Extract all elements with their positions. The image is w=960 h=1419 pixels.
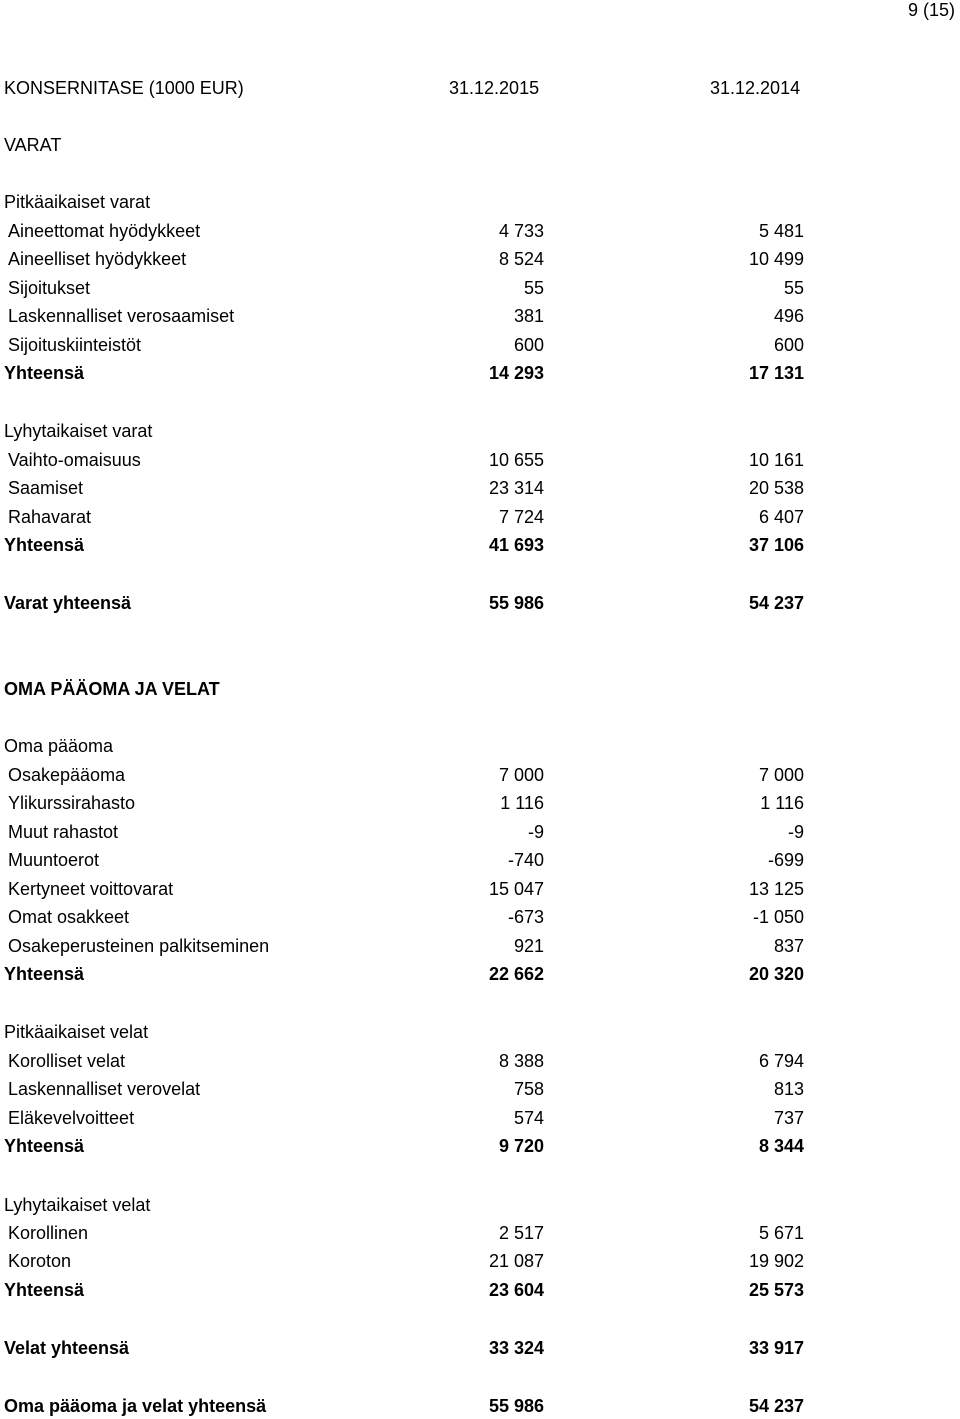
table-row <box>4 1106 804 1130</box>
value-2015: 15 047 <box>488 879 544 899</box>
row-label: Ylikurssirahasto <box>8 793 136 813</box>
row-label: Oma pääoma ja velat yhteensä <box>4 1396 267 1416</box>
subtotal-row <box>4 1278 804 1302</box>
table-row <box>4 791 804 815</box>
value-2014: 20 320 <box>748 964 804 984</box>
row-label: Osakeperusteinen palkitseminen <box>8 936 270 956</box>
table-row <box>4 1249 804 1273</box>
table-row <box>4 333 804 357</box>
value-2014: 10 499 <box>748 249 804 269</box>
row-label: Yhteensä <box>4 964 85 984</box>
value-2015: 55 986 <box>488 1396 544 1416</box>
value-2014: 837 <box>773 936 804 956</box>
row-label: Yhteensä <box>4 1280 85 1300</box>
value-2014: 6 794 <box>758 1051 804 1071</box>
subtotal-row <box>4 361 804 385</box>
row-label: Aineettomat hyödykkeet <box>8 221 201 241</box>
table-row <box>4 820 804 844</box>
row-label: Korolliset velat <box>8 1051 126 1071</box>
value-2015: 381 <box>513 306 544 326</box>
grand-total-row <box>4 1394 804 1418</box>
value-2014: 7 000 <box>758 765 804 785</box>
value-2015: -740 <box>507 850 544 870</box>
value-2015: 55 986 <box>488 593 544 613</box>
value-2015: 600 <box>513 335 544 355</box>
table-row <box>4 763 804 787</box>
value-2015: 1 116 <box>500 793 544 813</box>
value-2015: 758 <box>513 1079 544 1099</box>
value-2015: 22 662 <box>488 964 544 984</box>
value-2014: 600 <box>773 335 804 355</box>
row-label: Vaihto-omaisuus <box>8 450 141 470</box>
row-label: Sijoitukset <box>8 278 91 298</box>
assets-heading: VARAT <box>4 135 62 155</box>
value-2015: 14 293 <box>488 363 544 383</box>
row-label: Osakepääoma <box>8 765 126 785</box>
row-label: Sijoituskiinteistöt <box>8 335 142 355</box>
value-2014: 6 407 <box>758 507 804 527</box>
value-2015: 8 524 <box>498 249 544 269</box>
value-2015: 4 733 <box>498 221 544 241</box>
section-heading: Lyhytaikaiset varat <box>4 421 153 441</box>
value-2015: 10 655 <box>488 450 544 470</box>
value-2014: -9 <box>787 822 804 842</box>
row-label: Yhteensä <box>4 363 85 383</box>
value-2015: 21 087 <box>488 1251 544 1271</box>
value-2015: 7 724 <box>498 507 544 527</box>
statement-header <box>4 76 904 100</box>
section-heading: Lyhytaikaiset velat <box>4 1195 151 1215</box>
table-row <box>4 905 804 929</box>
value-2014: 13 125 <box>748 879 804 899</box>
row-label: Saamiset <box>8 478 84 498</box>
value-2014: 5 481 <box>758 221 804 241</box>
table-row <box>4 1221 804 1245</box>
row-label: Koroton <box>8 1251 72 1271</box>
value-2014: 737 <box>773 1108 804 1128</box>
row-label: Laskennalliset verovelat <box>8 1079 201 1099</box>
subtotal-row <box>4 533 804 557</box>
value-2014: 33 917 <box>748 1338 804 1358</box>
table-row <box>4 505 804 529</box>
value-2014: 496 <box>773 306 804 326</box>
row-label: Omat osakkeet <box>8 907 130 927</box>
equity-liabilities-heading: OMA PÄÄOMA JA VELAT <box>4 679 220 699</box>
table-row <box>4 448 804 472</box>
value-2015: 41 693 <box>488 535 544 555</box>
value-2014: 17 131 <box>748 363 804 383</box>
row-label: Rahavarat <box>8 507 92 527</box>
section-heading: Oma pääoma <box>4 736 114 756</box>
table-row <box>4 877 804 901</box>
row-label: Yhteensä <box>4 535 85 555</box>
row-label: Laskennalliset verosaamiset <box>8 306 235 326</box>
subtotal-row <box>4 1134 804 1158</box>
value-2014: -699 <box>767 850 804 870</box>
value-2014: 54 237 <box>748 1396 804 1416</box>
table-row <box>4 934 804 958</box>
value-2014: 54 237 <box>748 593 804 613</box>
section-heading: Pitkäaikaiset varat <box>4 192 151 212</box>
column-date-2014: 31.12.2014 <box>710 78 801 98</box>
value-2014: 1 116 <box>760 793 804 813</box>
row-label: Varat yhteensä <box>4 593 132 613</box>
row-label: Korollinen <box>8 1223 89 1243</box>
table-row <box>4 304 804 328</box>
value-2014: 813 <box>773 1079 804 1099</box>
table-row <box>4 1077 804 1101</box>
value-2015: 2 517 <box>498 1223 544 1243</box>
row-label: Muut rahastot <box>8 822 119 842</box>
statement-title: KONSERNITASE (1000 EUR) <box>4 78 244 98</box>
value-2014: 25 573 <box>748 1280 804 1300</box>
row-label: Kertyneet voittovarat <box>8 879 174 899</box>
liabilities-total-row <box>4 1336 804 1360</box>
value-2015: 33 324 <box>488 1338 544 1358</box>
value-2015: 574 <box>513 1108 544 1128</box>
table-row <box>4 1049 804 1073</box>
value-2015: 23 314 <box>488 478 544 498</box>
value-2015: 7 000 <box>498 765 544 785</box>
value-2015: 9 720 <box>498 1136 544 1156</box>
value-2015: -9 <box>527 822 544 842</box>
value-2014: -1 050 <box>752 907 804 927</box>
column-date-2015: 31.12.2015 <box>449 78 540 98</box>
subtotal-row <box>4 962 804 986</box>
page-number: 9 (15) <box>907 0 955 20</box>
table-row <box>4 476 804 500</box>
value-2014: 19 902 <box>748 1251 804 1271</box>
row-label: Yhteensä <box>4 1136 85 1156</box>
value-2014: 8 344 <box>758 1136 804 1156</box>
value-2014: 55 <box>783 278 804 298</box>
row-label: Muuntoerot <box>8 850 100 870</box>
row-label: Aineelliset hyödykkeet <box>8 249 187 269</box>
table-row <box>4 848 804 872</box>
value-2015: 921 <box>513 936 544 956</box>
row-label: Velat yhteensä <box>4 1338 130 1358</box>
value-2015: -673 <box>507 907 544 927</box>
value-2015: 8 388 <box>498 1051 544 1071</box>
value-2014: 20 538 <box>748 478 804 498</box>
table-row <box>4 276 804 300</box>
value-2014: 5 671 <box>758 1223 804 1243</box>
row-label: Eläkevelvoitteet <box>8 1108 135 1128</box>
value-2015: 55 <box>523 278 544 298</box>
assets-total-row <box>4 591 804 615</box>
table-row <box>4 247 804 271</box>
value-2014: 10 161 <box>748 450 804 470</box>
table-row <box>4 219 804 243</box>
value-2015: 23 604 <box>488 1280 544 1300</box>
section-heading: Pitkäaikaiset velat <box>4 1022 149 1042</box>
value-2014: 37 106 <box>748 535 804 555</box>
